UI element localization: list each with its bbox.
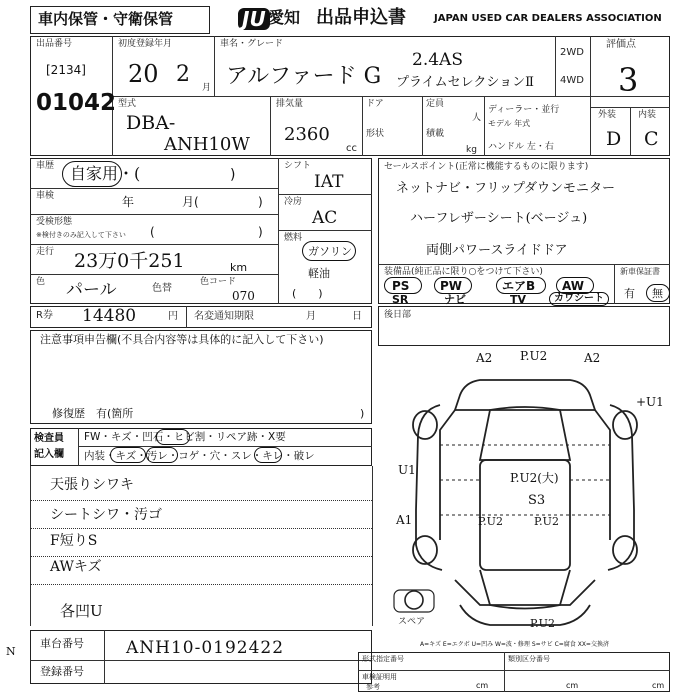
mark-front-left: A2 [476,351,493,365]
reception-bracket-r: ) [258,225,263,239]
rear-label: 後日部 [384,310,412,320]
ju-logo: JU [238,8,270,30]
first-reg-unit: 月 [202,83,212,93]
storage-label: 車内保管・守衛保管 [38,10,174,28]
displacement-label: 排気量 [276,99,304,109]
handle-label: ハンドル 左・右 [488,142,554,152]
color-label: 色 [36,277,46,287]
fuel-other: ( ) [292,287,323,300]
drive-2wd: 2WD [560,47,584,58]
equipment-navi: ナビ [444,293,466,306]
check-circle-3 [146,447,178,463]
hand-note-1: 天張りシワキ [50,477,134,493]
cm-label-3: cm [652,681,665,690]
r-ticket-value: 14480 [82,306,137,326]
designation-label: 形式指定番号 [362,655,404,663]
equipment-pw: PW [440,279,463,293]
displacement-value: 2360 [284,124,330,145]
inspection-month: 月( [182,195,199,209]
capacity-label: 定員 [426,99,445,109]
hand-note-bottom: 各凹U [60,602,103,620]
repair-history-label: 修復歴 有(箇所 [52,407,134,420]
ref-label: 参考 [366,683,380,691]
auction-sheet: 車内保管・守衛保管 JU 愛知 出品申込書 JAPAN USED CAR DEALERS ASSOCIATION 出品番号 [2134] 01042 初度登録年月 20 2 月 車名・グレード アルファード G 2.4AS プライムセレクションⅡ 2WD 4WD 評価点 3 外装 内装 D C 型式 DBA- ANH10W 排気量 2360 cc ドア 形状 定員 人 積載 kg ディーラー・並行 モデル 年式 ハンドル 左・右 車歴 自家用・( ) 車検 年 月( ) 受検形態 ※検付きのみ記入して下さい ( ) 走行 23万0千251 km 色 パール 色替 色コード 070 シフト IAT 冷房 AC 燃料 ガソリン 軽油 ( ) セールスポイント(正常に機能するものに限ります) ネットナビ・フリップダウンモニター ハーフレザーシート(ベージュ) 両側パワースライドドア 装備品(純正品に限り○をつけて下さい) PS PW エアB AW SR ナビ TV カワシート 新車保証書 有 無 R券 14480 円 名変通知期限 月 日 後日部 注意事項申告欄(不具合内容等は具体的に記入して下さい) 修復歴 有(箇所 ) 検査員 記入欄 FW・キズ・凹石・ヒビ割・リペア跡・X要 内装・キズ・汚レ・コゲ・穴・スレ・キレ・破レ 天張りシワキ シートシワ・汚ゴ F短りS AWキズ 各凹U A2 P.U2 A2 +U1 P.U2(大) S3 U1 A1 P.U2 P.U2 P.U2 スペア A=キズ E=エクボ U=凹み W=波・修理 S=サビ C=腐食 XX=交換済 車台番号 ANH10-0192422 登録番号 形式指定番号 類別区分番号 車検証明用 参考 cm cm cm N [0,0,700,700]
color-value: パール [66,280,117,300]
inspection-close: ) [258,195,263,209]
color-code: 070 [232,289,255,303]
check-circle-1 [156,429,190,445]
damage-legend: A=キズ E=エクボ U=凹み W=波・修理 S=サビ C=腐食 XX=交換済 [420,641,609,648]
name-change-month: 月 [306,311,316,322]
mark-left-panel: P.U2 [478,515,503,528]
inspector-row-interior: 内装・キズ・汚レ・コゲ・穴・スレ・キレ・破レ [84,450,315,462]
dealer-label: ディーラー・並行 [488,105,560,115]
warranty-yes: 有 [624,287,635,300]
history-label: 車歴 [36,161,55,171]
sales-point-label: セールスポイント(正常に機能するものに限ります) [384,162,589,172]
equipment-seat: カワシート [554,293,604,304]
hand-note-3: F短りS [50,533,98,549]
r-ticket-label: R券 [36,310,53,321]
load-label: 積載 [426,129,445,139]
shift-label: シフト [284,161,312,171]
drive-4wd: 4WD [560,75,584,86]
exterior-label: 外装 [598,110,617,120]
mark-rear: P.U2 [530,617,555,630]
notes-label: 注意事項申告欄(不具合内容等は具体的に記入して下さい) [40,333,324,346]
mark-front-center: P.U2 [520,349,548,363]
mileage-unit: km [230,261,248,274]
door-label: ドア [366,99,384,109]
check-circle-2 [110,447,146,463]
history-circle [62,161,122,187]
equipment-ps: PS [392,279,410,293]
mileage-label: 走行 [36,247,55,257]
model-value-1: DBA- [126,112,176,134]
ac-value: AC [312,208,338,228]
mark-roof-rust: S3 [528,493,546,508]
color-code-label: 色コード [200,277,237,287]
cert-label: 車検証明用 [362,673,397,681]
rear-frame [378,306,670,346]
equipment-ps-circle [384,277,422,294]
warranty-circle [646,284,670,302]
car-grade-2: プライムセレクションⅡ [396,75,534,90]
mileage-value: 23万0千251 [74,250,185,272]
displacement-unit: cc [346,143,357,154]
inspection-label: 車検 [36,191,55,201]
check-circle-4 [254,447,282,463]
interior-label: 内装 [638,110,657,120]
mark-left-rear-door: A1 [396,513,413,527]
equipment-sr: SR [392,293,409,306]
inspector-label-1: 検査員 [34,433,64,444]
equipment-airbag-circle [496,277,546,294]
lot-label: 出品番号 [36,39,73,49]
repaint-label: 色替 [152,283,172,294]
org-name: 愛知 [268,8,301,27]
chassis-label: 車台番号 [40,637,84,650]
equipment-airbag: エアB [502,279,536,293]
rating-label: 評価点 [606,39,636,50]
name-change-label: 名変通知期限 [194,311,254,322]
r-ticket-unit: 円 [168,311,178,322]
warranty-no: 無 [652,287,663,300]
name-change-day: 日 [352,311,362,322]
dealer-model-label: モデル 年式 [488,119,531,128]
sales-point-3: 両側パワースライドドア [426,243,568,258]
ac-label: 冷房 [284,197,303,207]
equipment-seat-circle [549,292,609,306]
association-name: JAPAN USED CAR DEALERS ASSOCIATION [434,13,662,24]
hand-note-2: シートシワ・汚ゴ [50,507,162,523]
mark-right-fender: +U1 [636,395,664,409]
cm-label-1: cm [476,681,489,690]
reception-bracket-l: ( [150,225,155,239]
model-label: 型式 [118,99,137,109]
history-value: 自家用・( [70,164,141,183]
lot-number: 01042 [36,90,117,116]
fuel-diesel: 軽油 [308,267,330,280]
car-name: アルファード G [226,64,382,89]
model-value-2: ANH10W [164,134,250,155]
fuel-gasoline: ガソリン [308,245,352,258]
first-reg-month: 2 [176,62,190,87]
mark-right-panel: P.U2 [534,515,559,528]
car-grade-1: 2.4AS [412,50,463,70]
mark-roof: P.U2(大) [510,471,559,485]
warranty-label: 新車保証書 [620,267,660,276]
document-title: 出品申込書 [316,7,406,28]
equipment-tv: TV [510,293,527,306]
interior-grade: C [644,128,659,150]
shape-label: 形状 [366,129,385,139]
mark-front-right: A2 [584,351,601,365]
exterior-grade: D [606,128,622,150]
first-reg-year: 20 [128,60,159,88]
hand-note-4: AWキズ [50,559,102,575]
car-name-label: 車名・グレード [220,39,284,49]
rating-score: 3 [618,61,639,99]
reception-note: ※検付きのみ記入して下さい [36,231,126,239]
car-damage-diagram [380,350,670,640]
mark-left-front-door: U1 [398,463,416,477]
fuel-label: 燃料 [284,233,303,243]
spare-label: スペア [398,617,426,627]
inspector-row-exterior: FW・キズ・凹石・ヒビ割・リペア跡・X要 [84,431,286,443]
inspector-label-2: 記入欄 [34,449,64,460]
cm-label-2: cm [566,681,579,690]
sales-point-1: ネットナビ・フリップダウンモニター [396,181,616,196]
lot-sub-number: [2134] [46,63,86,77]
equipment-aw: AW [562,279,584,293]
inspection-year: 年 [122,195,135,209]
category-label: 類別区分番号 [508,655,550,663]
spare-tire-icon [405,591,423,609]
equipment-pw-circle [434,277,472,294]
capacity-unit: 人 [472,113,482,123]
reception-label: 受検形態 [36,217,73,227]
chassis-number: ANH10-0192422 [126,638,285,658]
shift-value: IAT [314,172,344,192]
sales-point-2: ハーフレザーシート(ベージュ) [410,211,588,226]
equipment-label: 装備品(純正品に限り○をつけて下さい) [384,267,543,277]
margin-mark: N [6,645,16,658]
first-reg-label: 初度登録年月 [118,39,173,49]
load-unit: kg [466,145,477,155]
repair-history-close: ) [360,407,365,420]
fuel-circle [302,241,356,261]
plate-label: 登録番号 [40,665,84,678]
